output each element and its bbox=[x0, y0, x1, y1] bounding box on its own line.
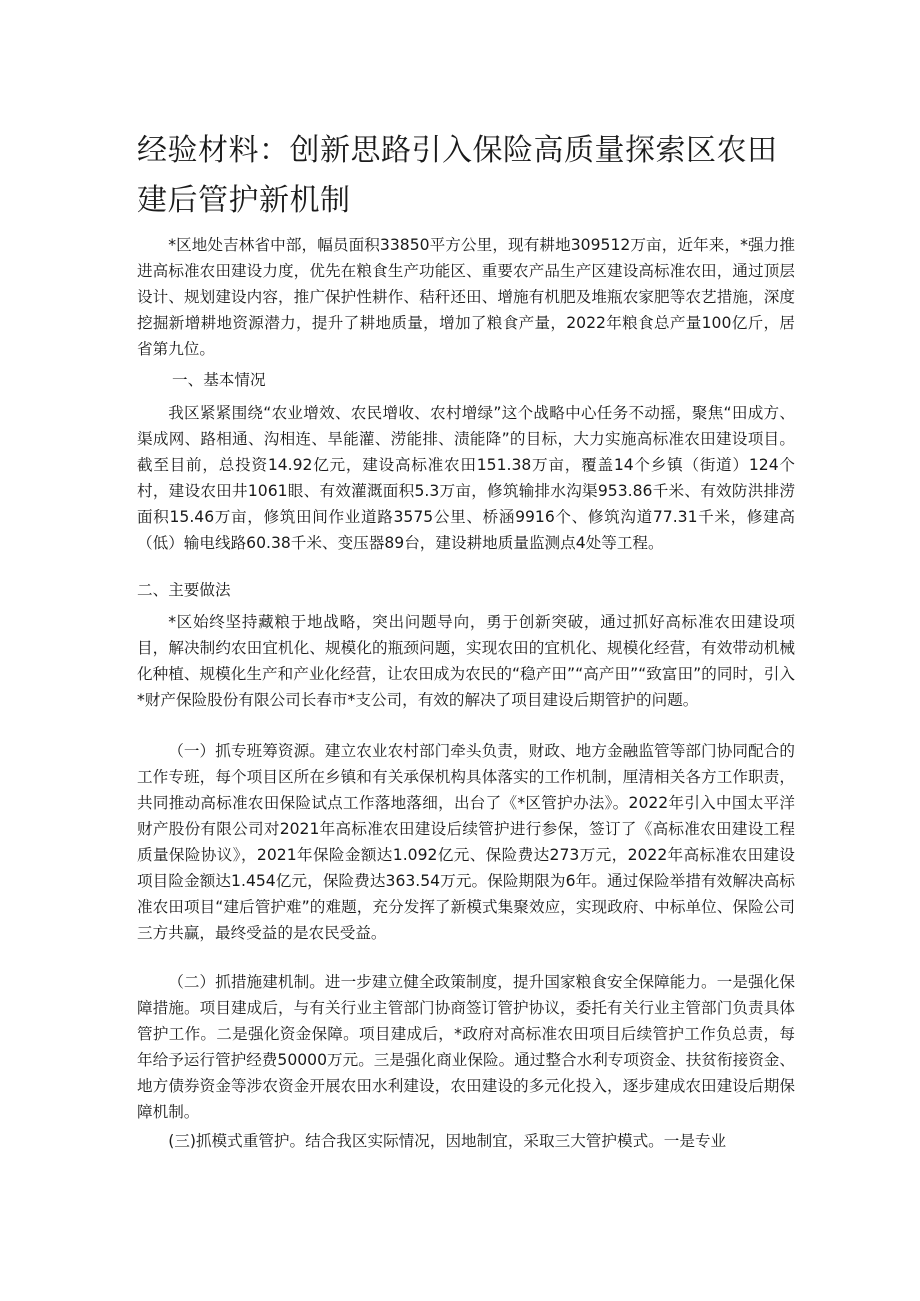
document-title: 经验材料：创新思路引入保险高质量探索区农田建后管护新机制 bbox=[137, 133, 778, 218]
section-1-heading: 一、基本情况 bbox=[172, 371, 266, 389]
subsection-2-paragraph: （二）抓措施建机制。进一步建立健全政策制度，提升国家粮食安全保障能力。一是强化保障措施。项目建成后，与有关行业主管部门协商签订管护协议，委托有关行业主管部门负责具体管护工作。二是强化资金保障。项目建成后，*政府对高标准农田项目后续管护工作负总责，每年给予运行管护经费50000万元。三是强化商业保险。通过整合水利专项资金、扶贫衔接资金、地方债券资金等涉农资金开展农田水利建设，农田建设的多元化投入，逐步建成农田建设后期保障机制。 bbox=[137, 973, 795, 1121]
subsection-1-paragraph: （一）抓专班筹资源。建立农业农村部门牵头负责，财政、地方金融监管等部门协同配合的工作专班，每个项目区所在乡镇和有关承保机构具体落实的工作机制，厘清相关各方工作职责，共同推动高标准农田保险试点工作落地落细，出台了《*区管护办法》。2022年引入中国太平洋财产股份有限公司对2021年高标准农田建设后续管护进行参保，签订了《高标准农田建设工程质量保险协议》，2021年保险金额达1.092亿元、保险费达273万元，2022年高标准农田建设项目险金额达1.454亿元，保险费达363.54万元。保险期限为6年。通过保险举措有效解决高标准农田项目“建后管护难”的难题，充分发挥了新模式集聚效应，实现政府、中标单位、保险公司三方共赢，最终受益的是农民受益。 bbox=[137, 742, 795, 942]
intro-paragraph: *区地处吉林省中部，幅员面积33850平方公里，现有耕地309512万亩，近年来，*强力推进高标准农田建设力度，优先在粮食生产功能区、重要农产品生产区建设高标准农田，通过顶层设计、规划建设内容，推广保护性耕作、秸秆还田、增施有机肥及堆瓶农家肥等农艺措施，深度挖掘新增耕地资源潜力，提升了耕地质量，增加了粮食产量，2022年粮食总产量100亿斤，居省第九位。 bbox=[137, 236, 795, 358]
subsection-3-paragraph: (三)抓模式重管护。结合我区实际情况，因地制宜，采取三大管护模式。一是专业 bbox=[168, 1132, 727, 1150]
section-2-body: *区始终坚持藏粮于地战略，突出问题导向，勇于创新突破，通过抓好高标准农田建设项目，解决制约农田宜机化、规模化的瓶颈问题，实现农田的宜机化、规模化经营，有效带动机械化种植、规模化生产和产业化经营，让农田成为农民的“稳产田”“高产田”“致富田”的同时，引入*财产保险股份有限公司长春市*支公司，有效的解决了项目建设后期管护的问题。 bbox=[137, 613, 795, 709]
section-1-body: 我区紧紧围绕“农业增效、农民增收、农村增绿”这个战略中心任务不动摇，聚焦“田成方、渠成网、路相通、沟相连、旱能灌、涝能排、渍能降”的目标，大力实施高标准农田建设项目。截至目前，总投资14.92亿元，建设高标准农田151.38万亩，覆盖14个乡镇（街道）124个村，建设农田井1061眼、有效灌溉面积5.3万亩，修筑输排水沟渠953.86千米、有效防洪排涝面积15.46万亩，修筑田间作业道路3575公里、桥涵9916个、修筑沟道77.31千米，修建高（低）输电线路60.38千米、变压器89台，建设耕地质量监测点4处等工程。 bbox=[137, 404, 795, 552]
section-2-heading: 二、主要做法 bbox=[137, 581, 231, 599]
